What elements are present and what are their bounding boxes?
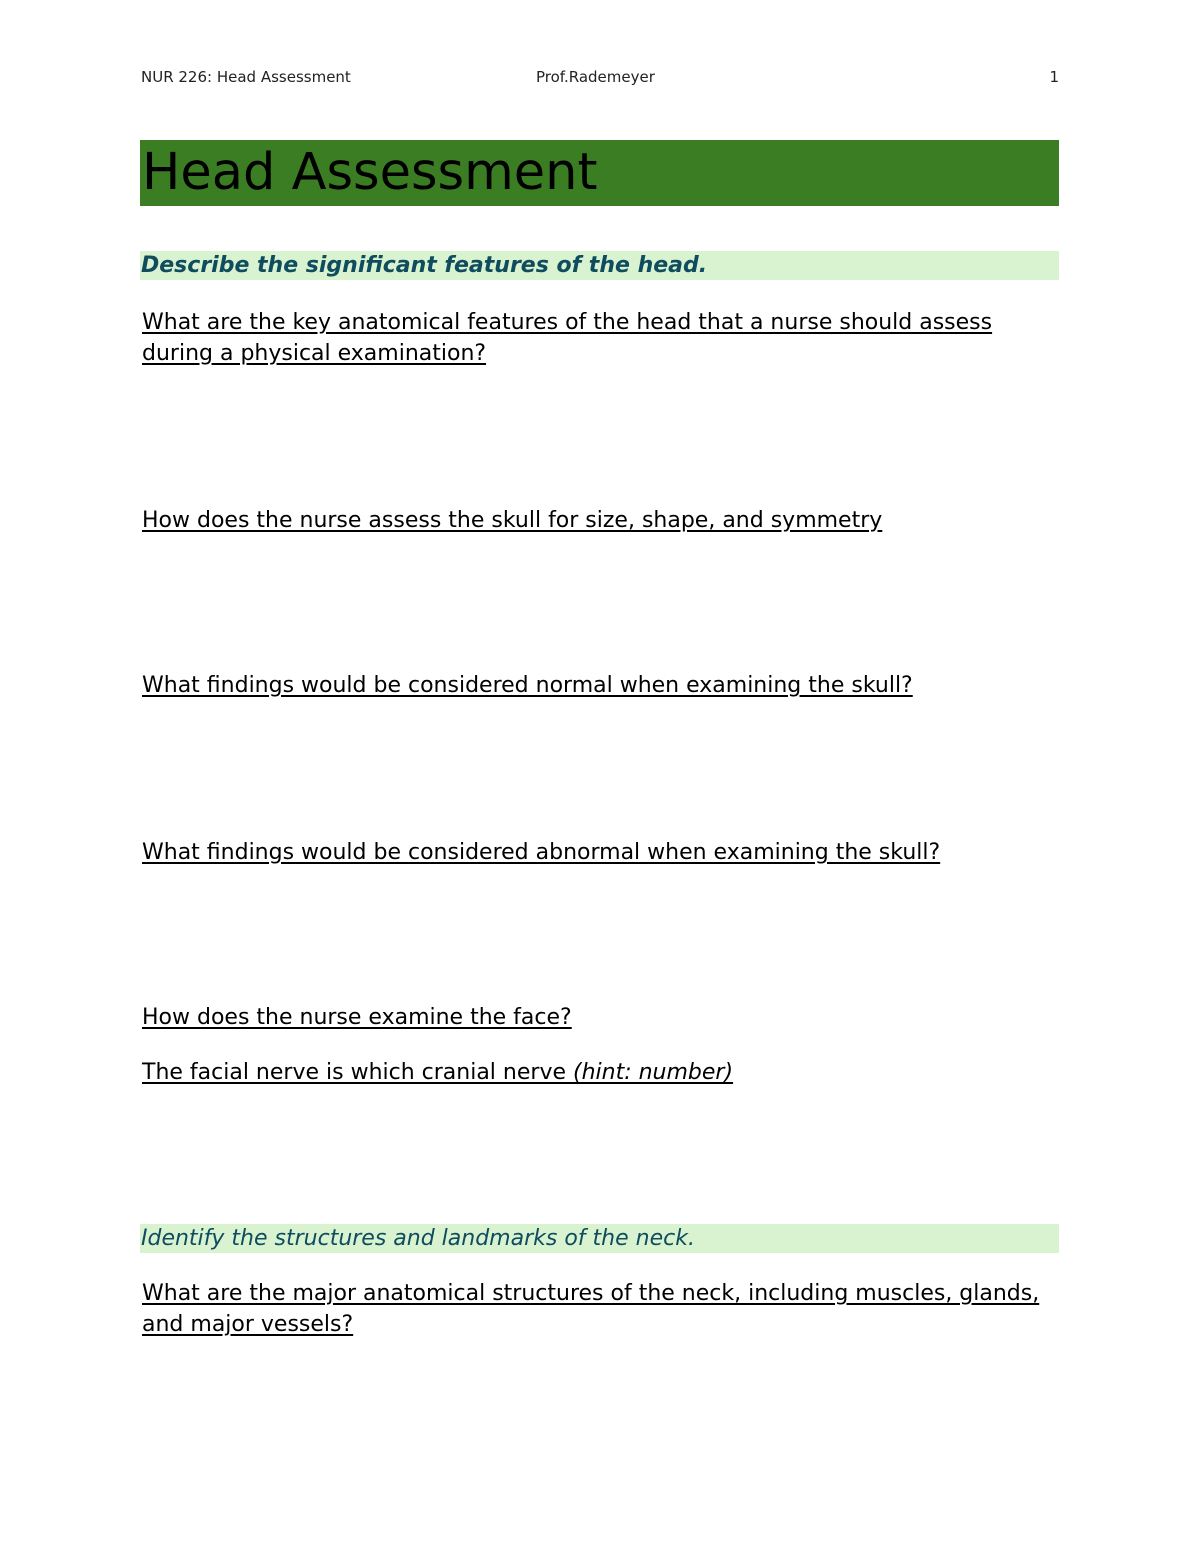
header-instructor: Prof.Rademeyer (536, 68, 655, 86)
question-skull-assessment[interactable]: How does the nurse assess the skull for size, shape, and symmetry (142, 508, 883, 533)
header-page-number: 1 (1049, 68, 1059, 86)
question-anatomical-features[interactable]: What are the key anatomical features of the head that a nurse should assess during a physical examination? (142, 310, 993, 366)
page-title: Head Assessment (142, 143, 598, 202)
question-examine-face[interactable]: How does the nurse examine the face? (142, 1005, 572, 1030)
question-neck-structures[interactable]: What are the major anatomical structures of the neck, including muscles, glands, and major vessels? (142, 1281, 1040, 1337)
question-skull-normal[interactable]: What findings would be considered normal when examining the skull? (142, 673, 913, 698)
page-header (141, 68, 1059, 90)
section-heading-text: Describe the significant features of the head. (141, 253, 708, 278)
question-facial-nerve[interactable] (142, 1057, 1062, 1088)
section-heading-head (140, 251, 1059, 280)
question-facial-nerve-hint: (hint: number) (573, 1060, 734, 1085)
section-heading-text: Identify the structures and landmarks of the neck. (141, 1226, 695, 1251)
header-course: NUR 226: Head Assessment (141, 68, 351, 86)
question-skull-abnormal[interactable]: What findings would be considered abnormal when examining the skull? (142, 840, 941, 865)
title-banner (140, 140, 1059, 206)
question-facial-nerve-text: The facial nerve is which cranial nerve (142, 1060, 573, 1085)
section-heading-neck (140, 1224, 1059, 1253)
